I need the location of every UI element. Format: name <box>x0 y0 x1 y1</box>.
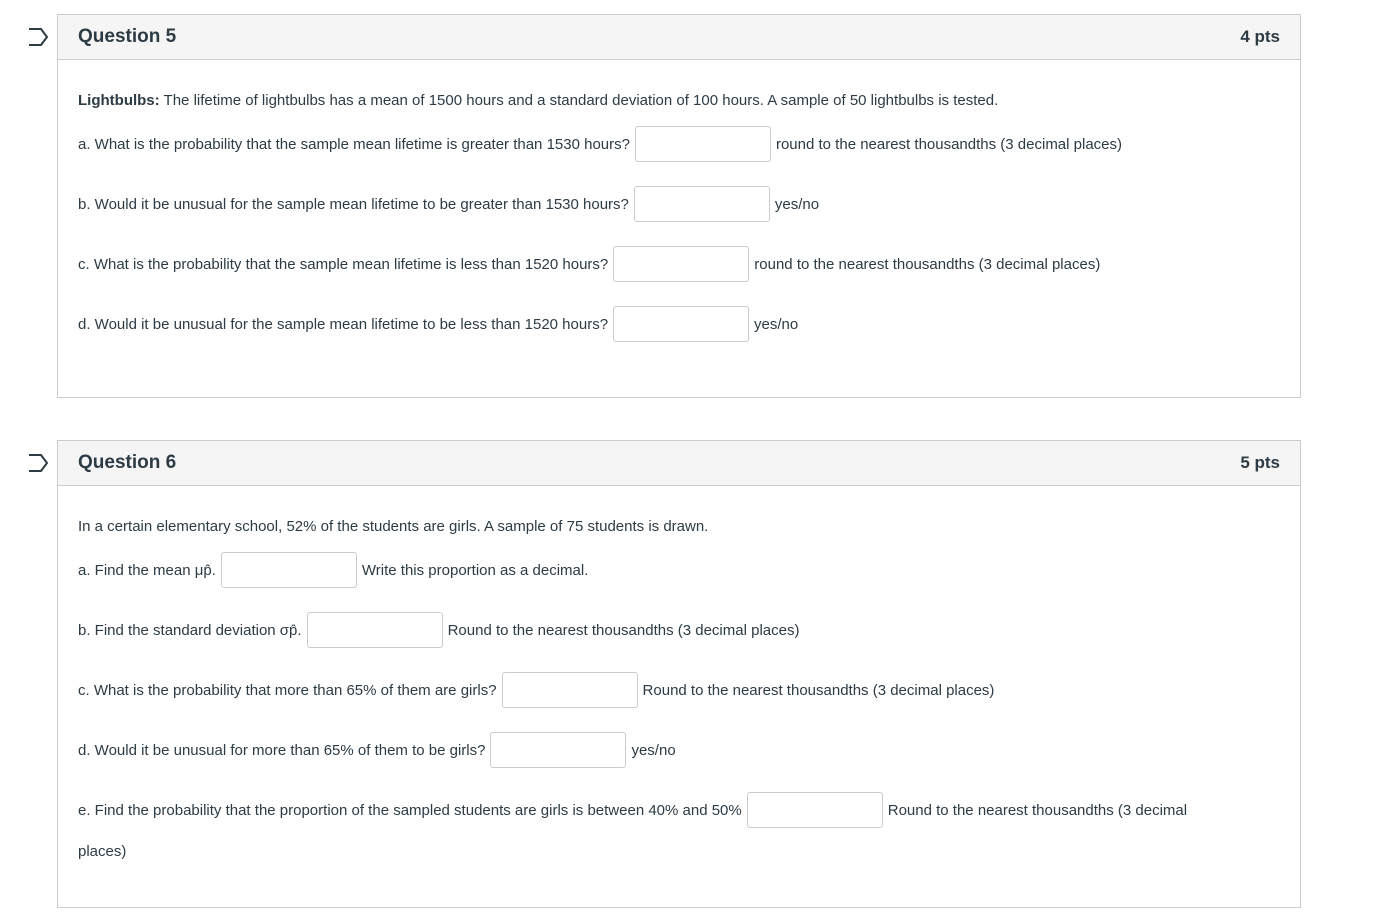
question-5-header <box>58 15 1300 60</box>
question-6-header <box>58 441 1300 486</box>
question-5-intro <box>78 92 998 109</box>
flag-question-5-icon[interactable] <box>27 28 49 46</box>
q6-part-d-prompt: d. Would it be unusual for more than 65% of them to be girls? <box>78 741 486 759</box>
q5-part-a-prompt: a. What is the probability that the sample mean lifetime is greater than 1530 hours? <box>78 135 630 153</box>
q5-part-d-answer-input[interactable] <box>613 306 749 342</box>
q6-part-c-prompt: c. What is the probability that more than 65% of them are girls? <box>78 681 497 699</box>
q5-part-c-prompt: c. What is the probability that the sample mean lifetime is less than 1520 hours? <box>78 255 609 273</box>
q6-part-e-hint: Round to the nearest thousandths (3 decimal <box>887 801 1188 819</box>
q6-part-c <box>78 671 994 709</box>
q5-part-c-answer-input[interactable] <box>613 246 749 282</box>
q5-part-d-hint: yes/no <box>754 315 799 333</box>
q5-part-b-hint: yes/no <box>774 195 820 213</box>
question-6-intro: In a certain elementary school, 52% of the students are girls. A sample of 75 students is drawn. <box>78 518 709 535</box>
question-5-points: 4 pts <box>1240 27 1280 46</box>
question-6-title: Question 6 <box>78 452 177 473</box>
question-6-points: 5 pts <box>1240 453 1280 472</box>
q6-part-a-prompt: a. Find the mean μp̂. <box>78 561 216 579</box>
q6-part-c-hint: Round to the nearest thousandths (3 decimal places) <box>642 681 995 699</box>
question-5-intro-text: The lifetime of lightbulbs has a mean of 1500 hours and a standard deviation of 100 hours. A sample of 50 lightbulbs is tested. <box>159 92 999 109</box>
q6-part-b <box>78 611 799 649</box>
question-5-title: Question 5 <box>78 26 177 47</box>
q6-part-d-hint: yes/no <box>631 741 676 759</box>
question-5-intro-lead: Lightbulbs: <box>78 92 160 109</box>
q6-part-a-hint: Write this proportion as a decimal. <box>361 561 589 579</box>
q6-part-a-answer-input[interactable] <box>221 552 357 588</box>
q5-part-a <box>78 125 1122 163</box>
question-6 <box>57 440 1301 908</box>
q6-part-b-answer-input[interactable] <box>307 612 443 648</box>
q6-part-d <box>78 731 676 769</box>
q5-part-c <box>78 245 1100 283</box>
q6-part-d-answer-input[interactable] <box>490 732 626 768</box>
q5-part-a-answer-input[interactable] <box>635 126 771 162</box>
q6-part-e <box>78 791 1187 829</box>
q6-part-b-prompt: b. Find the standard deviation σp̂. <box>78 621 302 639</box>
q5-part-d-prompt: d. Would it be unusual for the sample mean lifetime to be less than 1520 hours? <box>78 315 609 333</box>
q5-part-a-hint: round to the nearest thousandths (3 decimal places) <box>775 135 1123 153</box>
q5-part-b <box>78 185 819 223</box>
q6-part-a <box>78 551 588 589</box>
q5-part-b-answer-input[interactable] <box>634 186 770 222</box>
q5-part-b-prompt: b. Would it be unusual for the sample mean lifetime to be greater than 1530 hours? <box>78 195 629 213</box>
q6-part-e-answer-input[interactable] <box>747 792 883 828</box>
q6-part-e-prompt: e. Find the probability that the proportion of the sampled students are girls is between 40% and 50% <box>78 801 742 819</box>
q6-part-b-hint: Round to the nearest thousandths (3 decimal places) <box>447 621 800 639</box>
q6-part-c-answer-input[interactable] <box>502 672 638 708</box>
flag-question-6-icon[interactable] <box>27 454 49 472</box>
q5-part-c-hint: round to the nearest thousandths (3 decimal places) <box>754 255 1101 273</box>
q6-part-e-hint-continued: places) <box>78 843 127 860</box>
q5-part-d <box>78 305 798 343</box>
question-5 <box>57 14 1301 398</box>
